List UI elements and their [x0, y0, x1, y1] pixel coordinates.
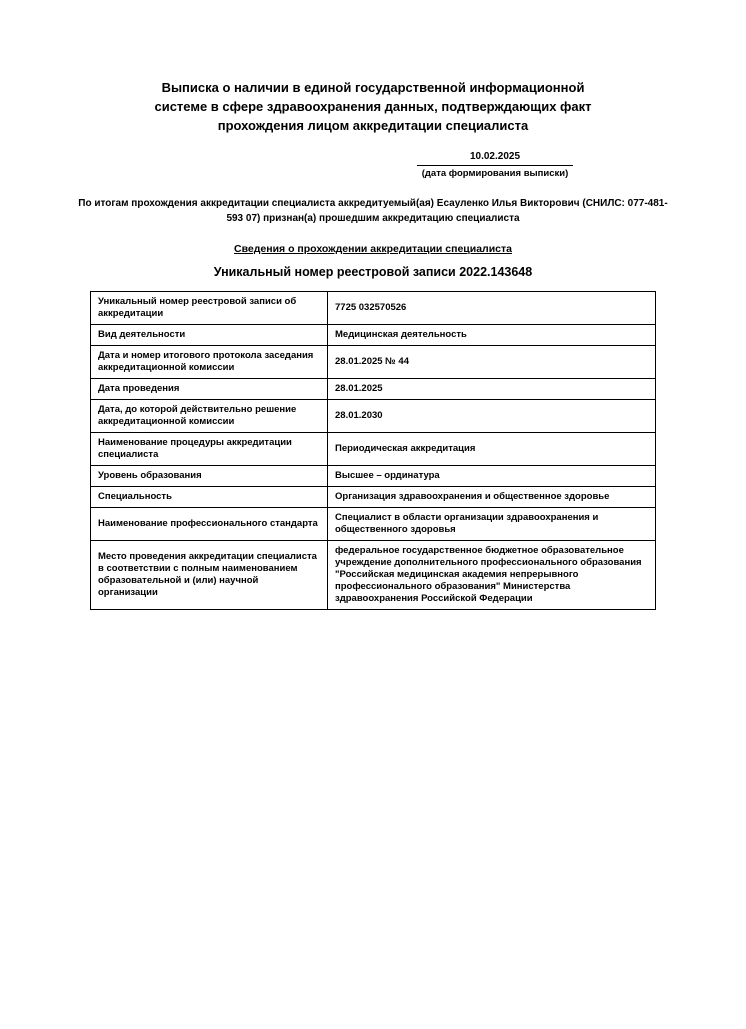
row-label-cell: Дата проведения	[91, 379, 328, 400]
section-heading: Сведения о прохождении аккредитации специалиста	[234, 243, 512, 255]
extract-date: 10.02.2025	[417, 151, 573, 166]
row-value-cell: 7725 032570526	[328, 292, 656, 325]
row-label-cell: Специальность	[91, 487, 328, 508]
table-row	[91, 325, 656, 346]
intro-line: По итогам прохождения аккредитации специалиста аккредитуемый(ая) Есауленко Илья Викторович (СНИЛС: 077-481-	[78, 198, 668, 209]
row-label-cell: Наименование процедуры аккредитации специалиста	[91, 433, 328, 466]
row-label-cell: Дата и номер итогового протокола заседания аккредитационной комиссии	[91, 346, 328, 379]
row-value-cell: 28.01.2025 № 44	[328, 346, 656, 379]
row-value-cell: Периодическая аккредитация	[328, 433, 656, 466]
registry-number-heading: Уникальный номер реестровой записи 2022.143648	[213, 265, 533, 279]
row-label-cell: Наименование профессионального стандарта	[91, 508, 328, 541]
document-title-line: Выписка о наличии в единой государственной информационной	[161, 80, 585, 95]
row-label-cell: Дата, до которой действительно решение аккредитационной комиссии	[91, 400, 328, 433]
row-value-cell: Специалист в области организации здравоохранения и общественного здоровья	[328, 508, 656, 541]
intro-line: 593 07) признан(а) прошедшим аккредитацию специалиста	[226, 213, 520, 224]
row-value-cell: Медицинская деятельность	[328, 325, 656, 346]
table-row	[91, 466, 656, 487]
table-row	[91, 400, 656, 433]
row-value-cell: федеральное государственное бюджетное образовательное учреждение дополнительного профессионального образования "Российская медицинская академия непрерывного профессионального образования" Министерства здравоохранения Российской Федерации	[328, 541, 656, 610]
row-value-cell: Высшее – ординатура	[328, 466, 656, 487]
table-row	[91, 487, 656, 508]
row-label-cell: Уникальный номер реестровой записи об аккредитации	[91, 292, 328, 325]
row-value-cell: 28.01.2030	[328, 400, 656, 433]
table-row	[91, 379, 656, 400]
extract-date-block	[417, 151, 573, 180]
table-row	[91, 508, 656, 541]
table-row	[91, 346, 656, 379]
document-title-line: системе в сфере здравоохранения данных, подтверждающих факт	[154, 99, 592, 114]
document-title	[0, 78, 746, 135]
document-title-line: прохождения лицом аккредитации специалиста	[217, 118, 529, 133]
row-label-cell: Место проведения аккредитации специалиста в соответствии с полным наименованием образовательной и (или) научной организации	[91, 541, 328, 610]
extract-date-caption: (дата формирования выписки)	[421, 168, 569, 179]
table-row	[91, 292, 656, 325]
row-value-cell: Организация здравоохранения и общественное здоровье	[328, 487, 656, 508]
row-label-cell: Уровень образования	[91, 466, 328, 487]
row-value-cell: 28.01.2025	[328, 379, 656, 400]
intro-paragraph	[0, 196, 746, 226]
table-row	[91, 433, 656, 466]
accreditation-table	[90, 291, 656, 610]
table-row	[91, 541, 656, 610]
row-label-cell: Вид деятельности	[91, 325, 328, 346]
